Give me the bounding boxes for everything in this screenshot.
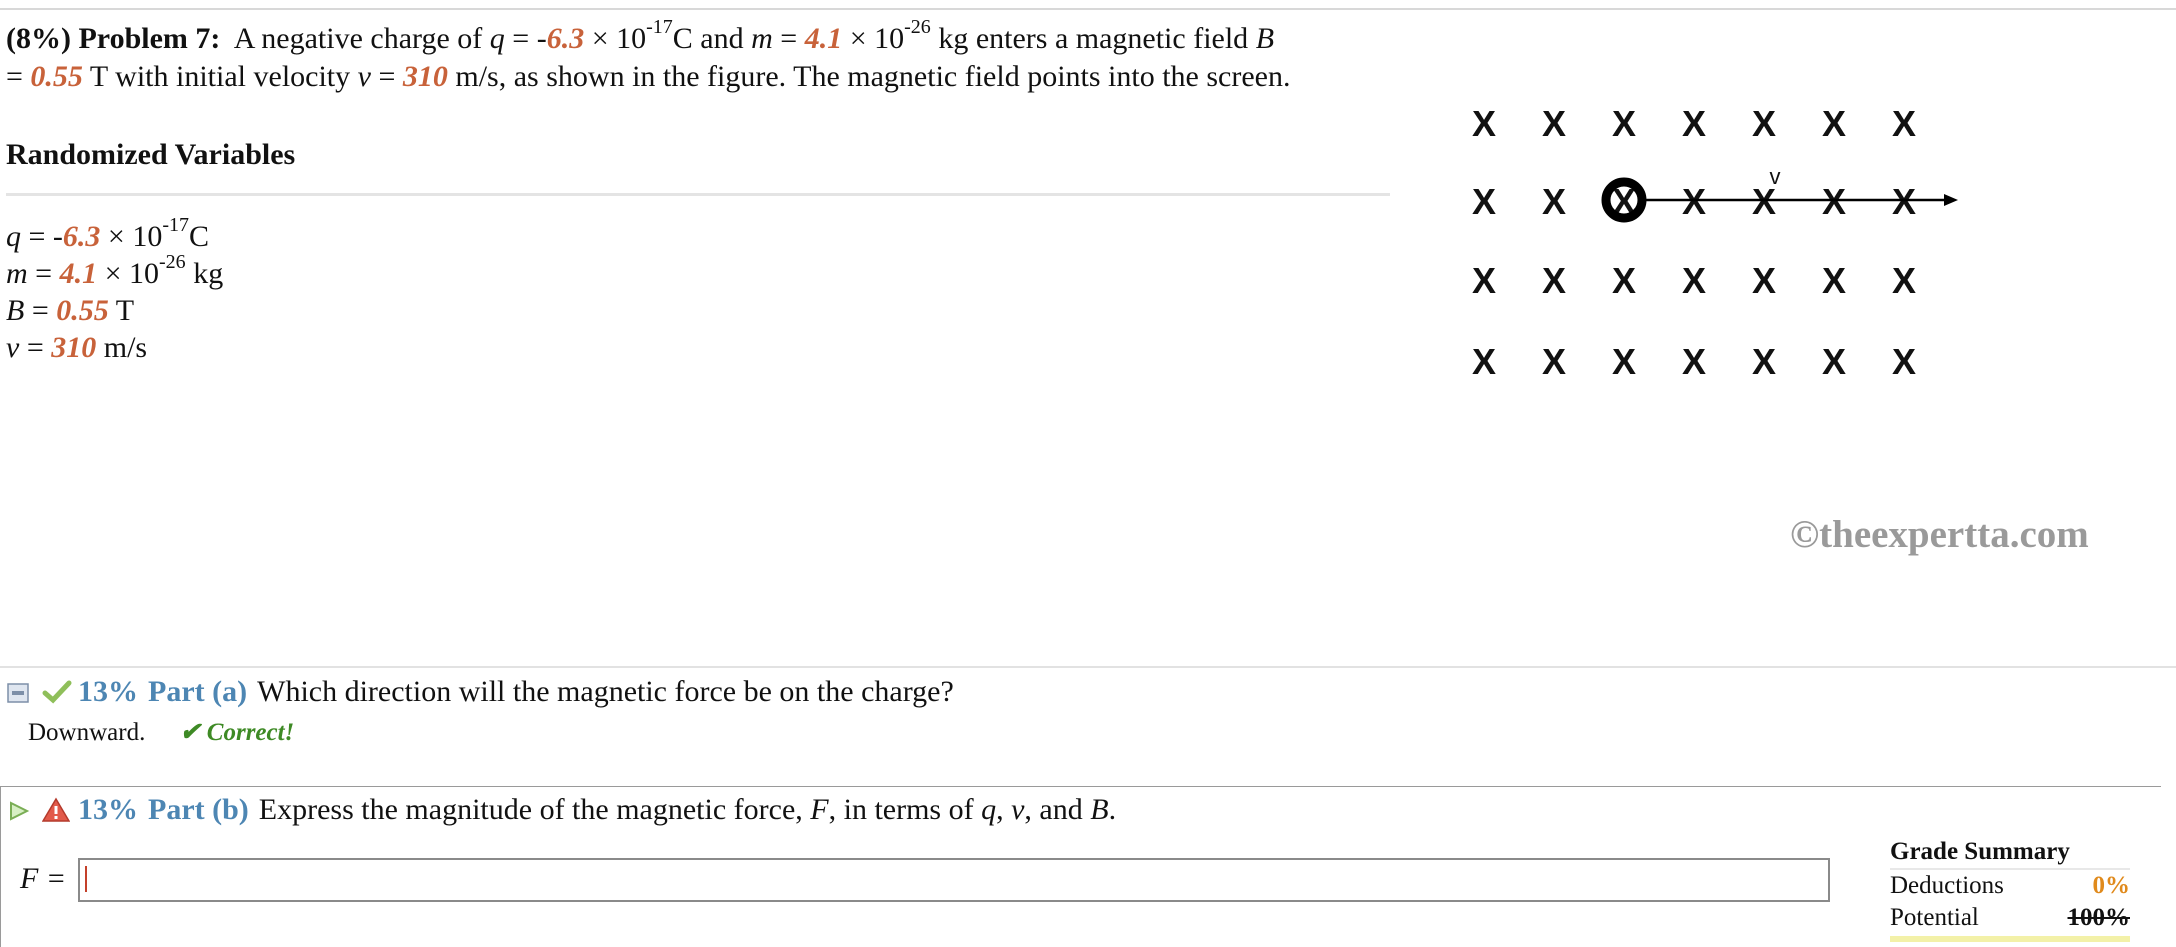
v-value: 310 — [51, 331, 97, 364]
equals: = — [21, 220, 53, 253]
potential-label: Potential — [1890, 904, 1979, 931]
field-cross-icon: X — [1681, 103, 1707, 144]
m-value: 4.1 — [59, 257, 98, 290]
part-a-header — [6, 675, 954, 709]
field-cross-icon: X — [1681, 341, 1707, 382]
field-cross-icon: X — [1891, 260, 1917, 301]
B-value: 0.55 — [56, 294, 109, 327]
times-ten: × 10 — [100, 220, 163, 253]
problem-statement — [6, 16, 1406, 96]
q-exponent: -17 — [162, 214, 190, 236]
potential-value: 100% — [2067, 904, 2130, 931]
field-cross-icon: X — [1821, 103, 1847, 144]
q-value: 6.3 — [62, 220, 101, 253]
m-exponent: -26 — [159, 251, 186, 273]
field-cross-icon: X — [1611, 341, 1637, 382]
equals: = — [772, 22, 805, 55]
var-v: v — [1011, 793, 1025, 826]
times-ten: × 10 — [97, 257, 160, 290]
randomized-divider — [6, 193, 1390, 196]
magnetic-field-figure — [1450, 90, 2150, 570]
part-a-answer-row — [28, 717, 294, 747]
field-cross-icon: X — [1891, 103, 1917, 144]
field-cross-icon: X — [1821, 341, 1847, 382]
equals: = — [27, 257, 60, 290]
part-b-header — [6, 793, 1116, 827]
correct-feedback: ✔ Correct! — [179, 719, 295, 746]
problem-text: m/s, as shown in the figure. The magnetic field points into the screen. — [455, 60, 1291, 93]
equals: = — [370, 60, 403, 93]
rv-v — [6, 329, 223, 366]
part-b-percent: 13% — [78, 793, 138, 826]
field-cross-icon: X — [1611, 260, 1637, 301]
var-q: q — [489, 22, 505, 55]
m-unit: kg enters a magnetic field — [938, 22, 1249, 55]
times-ten: × 10 — [584, 22, 647, 55]
part-a-divider — [0, 666, 2176, 668]
field-cross-icon: X — [1751, 341, 1777, 382]
var-q: q — [6, 220, 21, 253]
field-cross-icon: X — [1821, 181, 1847, 222]
watermark: ©theexpertta.com — [1790, 513, 2089, 556]
field-cross-icon: X — [1471, 260, 1497, 301]
grade-summary-title: Grade Summary — [1890, 838, 2130, 870]
field-cross-icon: X — [1751, 181, 1777, 222]
part-a-question: Which direction will the magnetic force be on the charge? — [257, 675, 954, 708]
F-equals: F = — [20, 862, 67, 895]
equals: = — [6, 60, 23, 93]
deductions-label: Deductions — [1890, 872, 2004, 899]
rv-q — [6, 214, 223, 255]
top-divider — [0, 0, 2176, 10]
field-cross-icon: X — [1891, 181, 1917, 222]
rv-B — [6, 292, 223, 329]
var-m: m — [6, 257, 28, 290]
var-v: v — [357, 60, 371, 93]
grade-highlight-bar — [1890, 936, 2130, 942]
question-text: . — [1108, 793, 1117, 826]
answer-input-label — [20, 862, 66, 896]
var-B: B — [6, 294, 25, 327]
field-cross-icon: X — [1611, 181, 1637, 222]
B-unit: T — [115, 294, 135, 327]
problem-weight: (8%) — [6, 22, 71, 55]
m-exponent: -26 — [904, 16, 931, 38]
q-sign: - — [52, 220, 63, 253]
times-ten: × 10 — [842, 22, 905, 55]
grade-summary — [1890, 838, 2130, 942]
v-value: 310 — [402, 60, 448, 93]
var-B: B — [1090, 793, 1109, 826]
problem-label: Problem 7: — [78, 22, 221, 55]
var-m: m — [751, 22, 773, 55]
answer-input[interactable] — [78, 858, 1830, 902]
rv-m — [6, 251, 224, 292]
checkmark-icon — [42, 679, 68, 705]
var-B: B — [1255, 22, 1275, 55]
field-cross-icon: X — [1541, 260, 1567, 301]
part-b-question — [259, 793, 1116, 827]
m-value: 4.1 — [804, 22, 843, 55]
charge-particle — [1606, 182, 1642, 218]
var-q: q — [981, 793, 997, 826]
question-text: , in terms of — [828, 793, 974, 826]
part-b-label: Part (b) — [148, 793, 249, 826]
velocity-arrowhead — [1944, 194, 1958, 206]
equals: = — [504, 22, 537, 55]
field-cross-icon: X — [1541, 181, 1567, 222]
q-exponent: -17 — [646, 16, 673, 38]
field-cross-icon: X — [1541, 341, 1567, 382]
q-unit: C — [189, 220, 210, 253]
field-cross-icon: X — [1611, 103, 1637, 144]
q-sign: - — [536, 22, 547, 55]
collapse-icon[interactable] — [6, 679, 32, 705]
velocity-label: v — [1769, 164, 1781, 189]
var-F: F — [810, 793, 829, 826]
deductions-row — [1890, 870, 2130, 902]
expand-arrow-icon[interactable] — [6, 797, 32, 823]
part-a-percent: 13% — [78, 675, 138, 708]
field-cross-icon: X — [1681, 181, 1707, 222]
field-cross-icon: X — [1751, 260, 1777, 301]
part-a-answer: Downward. — [28, 719, 146, 746]
B-value: 0.55 — [30, 60, 83, 93]
question-text: Express the magnitude of the magnetic force, — [258, 793, 803, 826]
figure-svg — [1450, 90, 2150, 570]
field-cross-icon: X — [1471, 181, 1497, 222]
var-v: v — [6, 331, 20, 364]
warning-icon — [42, 797, 68, 823]
deductions-value: 0% — [2092, 872, 2130, 899]
field-cross-icon: X — [1681, 260, 1707, 301]
randomized-variables-heading: Randomized Variables — [6, 138, 296, 171]
randomized-variables-list — [6, 214, 224, 366]
field-cross-icon: X — [1751, 103, 1777, 144]
part-a-label: Part (a) — [148, 675, 248, 708]
field-cross-icon: X — [1471, 103, 1497, 144]
problem-text: A negative charge of — [233, 22, 483, 55]
m-unit: kg — [193, 257, 224, 290]
text-caret — [85, 866, 87, 892]
question-text: , and — [1024, 793, 1083, 826]
q-unit: C and — [672, 22, 744, 55]
field-cross-icon: X — [1471, 341, 1497, 382]
field-cross-icon: X — [1891, 341, 1917, 382]
field-cross-icon: X — [1821, 260, 1847, 301]
potential-row — [1890, 902, 2130, 934]
v-unit: m/s — [103, 331, 148, 364]
equals: = — [24, 294, 57, 327]
problem-text: T with initial velocity — [89, 60, 351, 93]
equals: = — [19, 331, 52, 364]
q-value: 6.3 — [546, 22, 585, 55]
field-cross-icon: X — [1541, 103, 1567, 144]
question-text: , — [996, 793, 1012, 826]
